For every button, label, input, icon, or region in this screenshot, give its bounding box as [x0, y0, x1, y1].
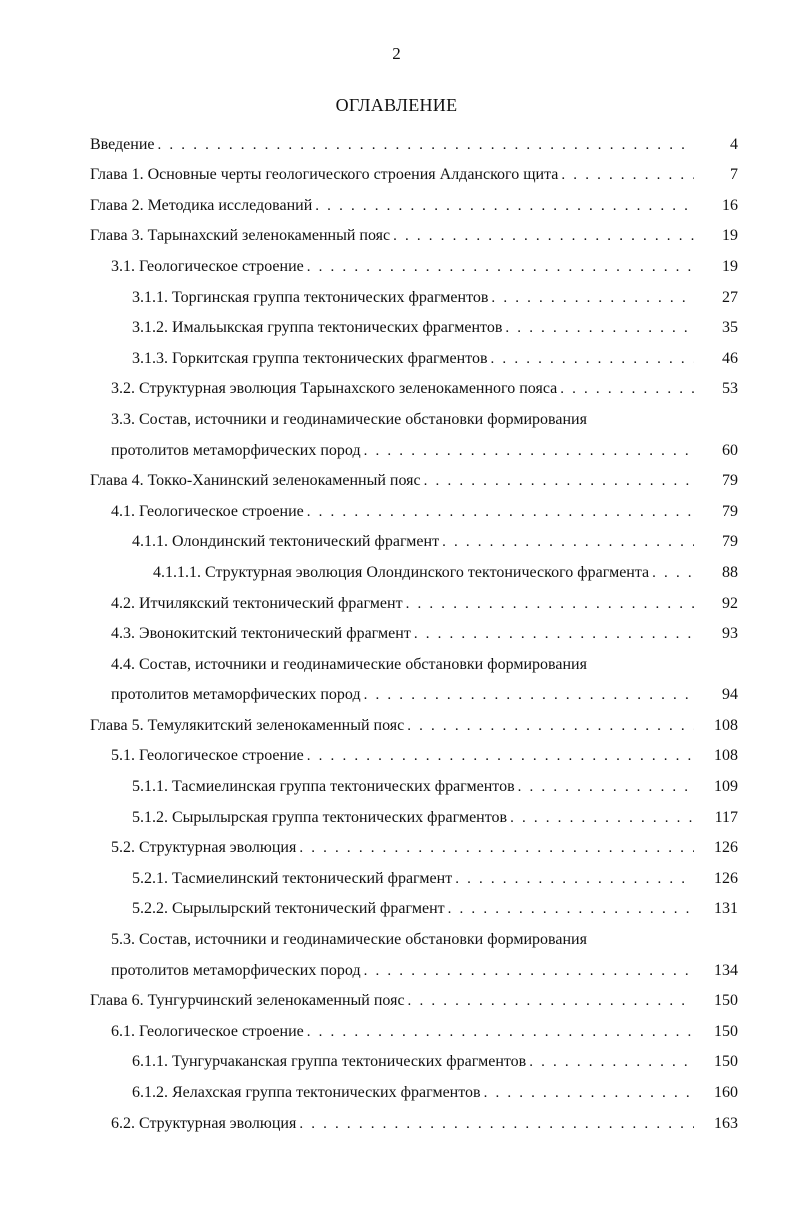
toc-entry[interactable] — [90, 184, 738, 215]
dot-leader — [529, 1053, 694, 1071]
toc-entry-title: 3.1.3. Горкитская группа тектонических фрагментов — [132, 349, 488, 367]
toc-entry-page: 109 — [714, 778, 738, 796]
toc-entry-page: 150 — [714, 1053, 738, 1071]
toc-entry[interactable] — [90, 735, 738, 766]
dot-leader — [491, 289, 694, 307]
dot-leader — [364, 442, 694, 460]
toc-entry[interactable] — [90, 460, 738, 491]
toc-entry[interactable] — [90, 1071, 738, 1102]
toc-entry-page: 131 — [714, 900, 738, 918]
toc-entry[interactable] — [90, 337, 738, 368]
dot-leader — [406, 595, 694, 613]
toc-entry-page: 79 — [722, 472, 738, 490]
toc-entry-page: 46 — [722, 349, 738, 367]
toc-entry[interactable] — [90, 368, 738, 399]
toc-entry-continuation[interactable] — [90, 674, 738, 705]
toc-entry-title: 4.1.1.1. Структурная эволюция Олондинского тектонического фрагмента — [153, 563, 650, 581]
toc-entry-page: 126 — [714, 839, 738, 857]
dot-leader — [484, 1084, 694, 1102]
toc-entry-title: 5.1. Геологическое строение — [111, 747, 304, 765]
dot-leader — [364, 962, 694, 980]
toc-entry-title: Глава 2. Методика исследований — [90, 196, 313, 214]
toc-entry[interactable] — [90, 521, 738, 552]
dot-leader — [307, 1023, 694, 1041]
toc-entry-title: 5.1.2. Сырылырская группа тектонических фрагментов — [132, 808, 508, 826]
toc-entry[interactable] — [90, 704, 738, 735]
dot-leader — [455, 870, 694, 888]
toc-entry-page: 160 — [714, 1084, 738, 1101]
toc-entry-page: 4 — [730, 135, 738, 153]
dot-leader — [561, 166, 694, 184]
toc-entry-title: 5.3. Состав, источники и геодинамические обстановки формирования — [111, 931, 587, 949]
dot-leader — [424, 472, 694, 490]
toc-entry[interactable] — [90, 613, 738, 644]
toc-entry[interactable] — [90, 857, 738, 888]
toc-entry[interactable] — [90, 215, 738, 246]
toc-entry[interactable] — [90, 1010, 738, 1041]
toc-entry-page: 88 — [722, 563, 738, 581]
toc-entry-title: Глава 1. Основные черты геологического строения Алданского щита — [90, 166, 559, 184]
toc-entry[interactable] — [90, 154, 738, 185]
toc-entry-title: 3.1. Геологическое строение — [111, 257, 304, 275]
toc-entry-page: 35 — [722, 319, 738, 337]
toc-entry[interactable] — [90, 980, 738, 1011]
toc-entry-title: 6.1.1. Тунгурчаканская группа тектонических фрагментов — [132, 1053, 527, 1071]
dot-leader — [393, 227, 694, 245]
toc-entry-page: 19 — [722, 227, 738, 245]
dot-leader — [510, 809, 694, 827]
toc-entry-title-continuation: протолитов метаморфических пород — [111, 961, 361, 979]
dot-leader — [414, 625, 694, 643]
toc-heading: ОГЛАВЛЕНИЕ — [335, 95, 458, 115]
toc-entry[interactable] — [90, 1041, 738, 1072]
toc-entry-page: 126 — [714, 869, 738, 887]
toc-entry-page: 7 — [730, 166, 738, 184]
toc-entry-title: 6.1. Геологическое строение — [111, 1022, 304, 1040]
dot-leader — [307, 258, 694, 276]
dot-leader — [408, 992, 694, 1010]
dot-leader — [442, 533, 694, 551]
toc-entry[interactable] — [90, 582, 738, 613]
toc-entry[interactable] — [90, 123, 738, 154]
toc-entry-title: 3.1.1. Торгинская группа тектонических фрагментов — [132, 288, 489, 306]
toc-entry-page: 150 — [714, 992, 738, 1010]
toc-entry[interactable] — [90, 796, 738, 827]
toc-entry-title: 4.1. Геологическое строение — [111, 502, 304, 520]
toc-entry-page: 150 — [714, 1022, 738, 1040]
toc-entry-title-continuation: протолитов метаморфических пород — [111, 441, 361, 459]
toc-entry-title: 5.1.1. Тасмиелинская группа тектонических фрагментов — [132, 778, 515, 796]
toc-entry[interactable] — [90, 551, 738, 582]
toc-entry[interactable] — [90, 643, 738, 674]
toc-entry[interactable] — [90, 888, 738, 919]
toc-entry-title: Введение — [90, 135, 155, 153]
toc-entry[interactable] — [90, 307, 738, 338]
dot-leader — [299, 839, 694, 857]
table-of-contents — [90, 123, 738, 1133]
toc-entry-page: 108 — [714, 747, 738, 765]
toc-entry-page: 79 — [722, 502, 738, 520]
toc-entry-title: 5.2.1. Тасмиелинский тектонический фрагмент — [132, 869, 453, 887]
toc-entry-title: Глава 6. Тунгурчинский зеленокаменный пояс — [90, 992, 405, 1010]
toc-entry[interactable] — [90, 827, 738, 858]
toc-entry-page: 27 — [722, 288, 738, 306]
toc-entry-page: 94 — [722, 686, 738, 704]
toc-entry[interactable] — [90, 398, 738, 429]
dot-leader — [560, 380, 694, 398]
dot-leader — [307, 503, 694, 521]
dot-leader — [518, 778, 694, 796]
toc-entry-title: 4.3. Эвонокитский тектонический фрагмент — [111, 625, 411, 643]
page-number: 2 — [392, 44, 401, 63]
toc-entry[interactable] — [90, 1102, 738, 1133]
dot-leader — [299, 1115, 694, 1133]
toc-entry-title: 3.3. Состав, источники и геодинамические обстановки формирования — [111, 410, 587, 428]
toc-entry-title: 4.1.1. Олондинский тектонический фрагмент — [132, 533, 440, 551]
toc-entry-page: 93 — [722, 625, 738, 643]
toc-entry-title: 5.2. Структурная эволюция — [111, 839, 297, 857]
dot-leader — [407, 717, 694, 735]
toc-entry-title: 4.4. Состав, источники и геодинамические обстановки формирования — [111, 655, 587, 673]
toc-entry-title: 5.2.2. Сырылырский тектонический фрагмент — [132, 900, 445, 918]
toc-entry-title: 6.1.2. Яелахская группа тектонических фрагментов — [132, 1084, 481, 1101]
toc-entry-page: 134 — [714, 961, 738, 979]
toc-entry-title: 3.1.2. Имальыкская группа тектонических фрагментов — [132, 319, 503, 337]
toc-entry-page: 79 — [722, 533, 738, 551]
toc-entry-continuation[interactable] — [90, 949, 738, 980]
dot-leader — [652, 564, 694, 582]
toc-entry-page: 108 — [714, 716, 738, 734]
toc-entry-title: 3.2. Структурная эволюция Тарынахского зеленокаменного пояса — [111, 380, 558, 398]
dot-leader — [448, 900, 694, 918]
dot-leader — [364, 686, 694, 704]
toc-entry-title: Глава 3. Тарынахский зеленокаменный пояс — [90, 227, 391, 245]
toc-entry-page: 117 — [714, 808, 738, 826]
dot-leader — [158, 136, 695, 154]
toc-entry-title: 6.2. Структурная эволюция — [111, 1114, 297, 1132]
toc-entry-continuation[interactable] — [90, 429, 738, 460]
dot-leader — [491, 350, 694, 368]
toc-entry[interactable] — [90, 276, 738, 307]
toc-entry-page: 19 — [722, 257, 738, 275]
toc-entry-page: 53 — [722, 380, 738, 398]
toc-entry-page: 16 — [722, 196, 738, 214]
toc-entry-page: 60 — [722, 441, 738, 459]
dot-leader — [505, 319, 694, 337]
dot-leader — [315, 197, 694, 215]
toc-entry[interactable] — [90, 765, 738, 796]
dot-leader — [307, 747, 694, 765]
toc-entry-title-continuation: протолитов метаморфических пород — [111, 686, 361, 704]
toc-entry-title: Глава 4. Токко-Ханинский зеленокаменный пояс — [90, 472, 421, 490]
toc-entry[interactable] — [90, 490, 738, 521]
toc-entry-title: Глава 5. Темулякитский зеленокаменный пояс — [90, 716, 405, 734]
toc-entry-title: 4.2. Итчилякский тектонический фрагмент — [111, 594, 403, 612]
toc-entry[interactable] — [90, 918, 738, 949]
toc-entry-page: 163 — [714, 1114, 738, 1132]
toc-entry[interactable] — [90, 245, 738, 276]
toc-entry-page: 92 — [722, 594, 738, 612]
